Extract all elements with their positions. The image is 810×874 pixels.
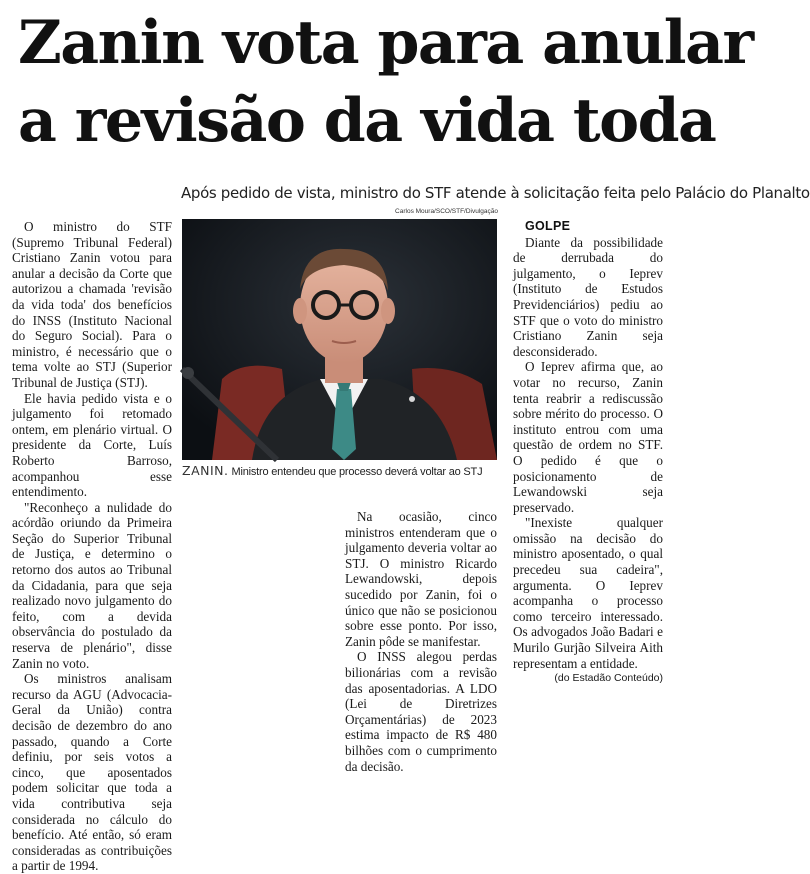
paragraph-7: Diante da possibilidade de derrubada do julgamento, o Ieprev (Instituto de Estudos Previdenciários) pediu ao STF que o voto do ministro Cristiano Zanin seja desconsiderado. <box>513 234 663 359</box>
paragraph-2: Ele havia pedido vista e o julgamento foi retomado ontem, em plenário virtual. O presidente da Corte, Luís Roberto Barroso, acompanhou esse entendimento. <box>12 390 172 500</box>
article-photo <box>182 219 497 460</box>
paragraph-3: "Reconheço a nulidade do acórdão oriundo da Primeira Seção do Superior Tribunal de Justiça, e determino o retorno dos autos ao Tribunal da Cidadania, para que seja realizado novo julgamento do feito, com a devida observância do postulado da reserva de plenário", disse Zanin no voto. <box>12 499 172 671</box>
headline-line-1: Zanin vota para anular <box>18 8 753 78</box>
section-title: GOLPE <box>525 219 571 233</box>
photo-credit: Carlos Moura/SCO/STF/Divulgação <box>395 208 498 215</box>
paragraph-5: Na ocasião, cinco ministros entenderam que o julgamento deveria voltar ao STJ. O ministro Ricardo Lewandowski, depois sucedido por Zanin, foi o único que não se posicionou sobre esse ponto. Por isso, Zanin pôde se manifestar. <box>345 509 497 649</box>
article-column-3 <box>345 509 497 774</box>
headline <box>18 4 753 160</box>
paragraph-8: O Ieprev afirma que, ao votar no recurso, Zanin tenta reabrir a rediscussão sobre mérito do processo. O instituto entrou com uma questão de ordem no STF. O pedido é que o posicionamento de Lewandowski seja preservado. <box>513 359 663 515</box>
caption-name: ZANIN. <box>182 463 229 478</box>
paragraph-4: Os ministros analisam recurso da AGU (Advocacia-Geral da União) contra decisão de dezembro do ano passado, quando a Corte definiu, por seis votos a cinco, que aposentados podem solicitar que toda a vida contributiva seja considerada no cálculo do benefício. Até então, só eram consideradas as contribuições a partir de 1994. <box>12 671 172 874</box>
paragraph-6: O INSS alegou perdas bilionárias com a revisão das aposentadorias. A LDO (Lei de Diretrizes Orçamentárias) de 2023 estima impacto de R$ 480 bilhões com o cumprimento da decisão. <box>345 649 497 774</box>
photo-caption <box>182 464 500 479</box>
article-column-1 <box>12 219 172 874</box>
portrait-illustration <box>182 219 497 460</box>
article-column-4 <box>513 219 663 687</box>
paragraph-1: O ministro do STF (Supremo Tribunal Federal) Cristiano Zanin votou para anular a decisão da Corte que autorizou a chamada 'revisão da vida toda' dos benefícios do INSS (Instituto Nacional do Seguro Social). Para o ministro, é necessário que o tema volte ao STJ (Superior Tribunal de Justiça (STJ). <box>12 219 172 390</box>
caption-text: Ministro entendeu que processo deverá voltar ao STJ <box>231 466 483 478</box>
subheadline: Após pedido de vista, ministro do STF atende à solicitação feita pelo Palácio do Planalto <box>181 184 810 202</box>
headline-line-2: a revisão da vida toda <box>18 86 716 156</box>
paragraph-9: "Inexiste qualquer omissão na decisão do ministro aposentado, o qual precedeu sua cadeira", argumenta. O Ieprev acompanha o processo como terceiro interessado. Os advogados João Badari e Murilo Gurjão Silveira Aith representam a entidade. <box>513 515 663 671</box>
source-credit: (do Estadão Conteúdo) <box>554 672 663 685</box>
